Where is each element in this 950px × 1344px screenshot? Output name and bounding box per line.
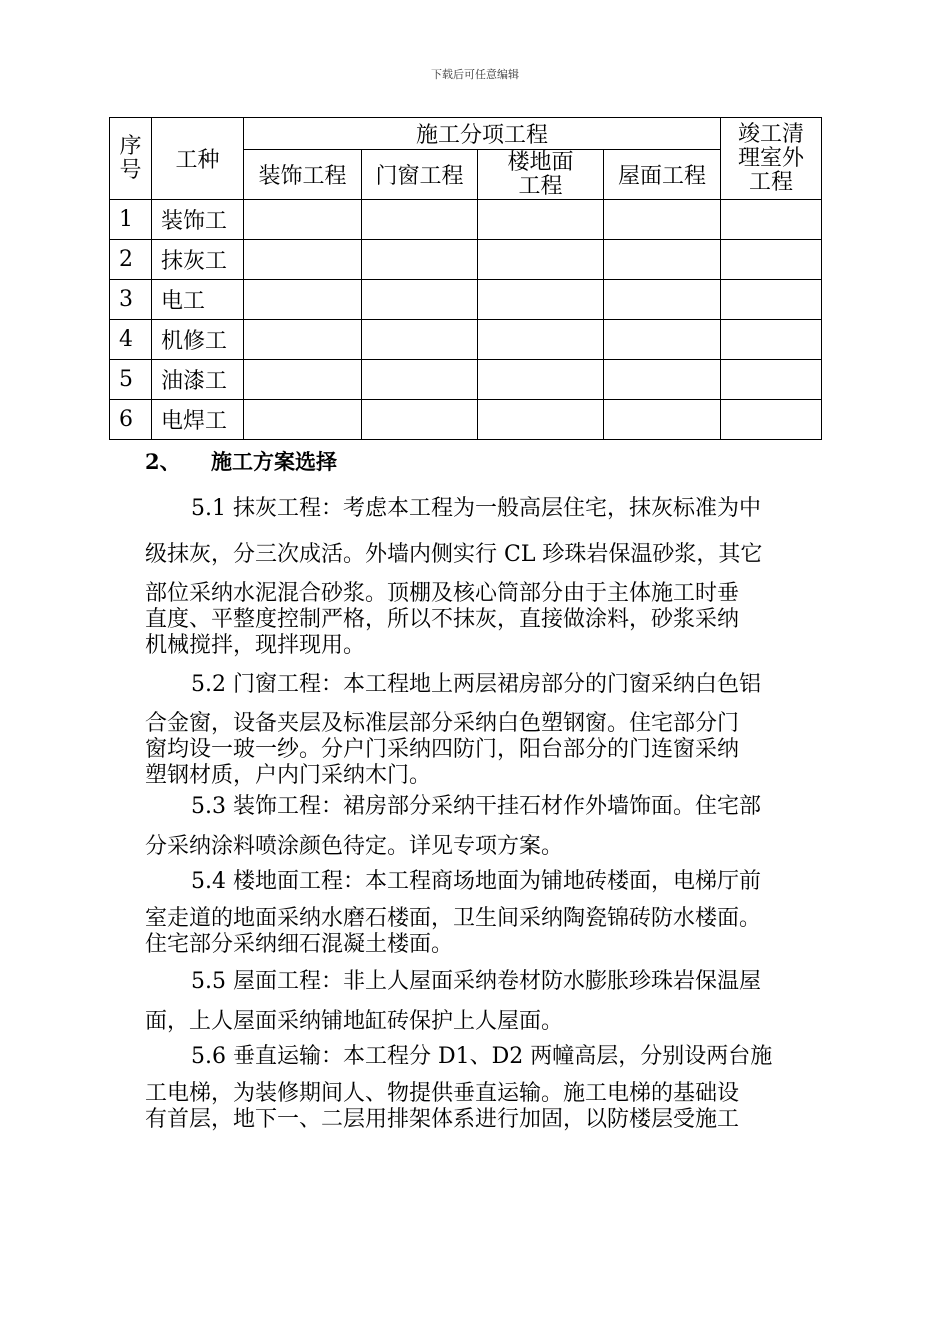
header-floor: 楼地面 工程 [478, 150, 604, 200]
header-doors-windows: 门窗工程 [362, 150, 478, 200]
paragraph-floor: 5.4 楼地面工程：本工程商场地面为铺地砖楼面，电梯厅前 室走道的地面采纳水磨石楼面，卫生间采纳陶瓷锦砖防水楼面。 住宅部分采纳细石混凝土楼面。 [145, 869, 762, 957]
section-title: 施工方案选择 [211, 449, 337, 474]
paragraph-roof: 5.5 屋面工程：非上人屋面采纳卷材防水膨胀珍珠岩保温屋 面，上人屋面采纳铺地缸砖保护上人屋面。 [145, 969, 761, 1034]
table-row: 3 电工 [110, 280, 822, 320]
paragraph-vertical-transport: 5.6 垂直运输：本工程分 D1、D2 两幢高层，分别设两台施 工电梯，为装修期间人、物提供垂直运输。施工电梯的基础设 有首层，地下一、二层用排架体系进行加固，以防楼层受施工 [145, 1044, 773, 1132]
table-row: 4 机修工 [110, 320, 822, 360]
header-completion-cleanup: 竣工清 理室外 工程 [721, 118, 822, 200]
table-row: 5 油漆工 [110, 360, 822, 400]
header-group-sub-works: 施工分项工程 [244, 118, 721, 150]
header-trade: 工种 [152, 118, 244, 200]
paragraph-plastering: 5.1 抹灰工程：考虑本工程为一般高层住宅，抹灰标准为中 级抹灰，分三次成活。外墙内侧实行 CL 珍珠岩保温砂浆，其它 部位采纳水泥混合砂浆。顶棚及核心筒部分由于主体施工时垂 直度、平整度控制严格，所以不抹灰，直接做涂料，砂浆采纳 机械搅拌，现拌现用。 [145, 496, 763, 658]
table-row: 6 电焊工 [110, 400, 822, 440]
header-roof: 屋面工程 [604, 150, 721, 200]
section-heading [145, 446, 337, 476]
paragraph-decoration: 5.3 装饰工程：裙房部分采纳干挂石材作外墙饰面。住宅部 分采纳涂料喷涂颜色待定。详见专项方案。 [145, 794, 761, 859]
header-decoration: 装饰工程 [244, 150, 362, 200]
paragraph-doors-windows: 5.2 门窗工程：本工程地上两层裙房部分的门窗采纳白色铝 合金窗，设备夹层及标准层部分采纳白色塑钢窗。住宅部分门 窗均设一玻一纱。分户门采纳四防门，阳台部分的门连窗采纳 塑钢材质，户内门采纳木门。 [145, 672, 761, 788]
trade-schedule-table [109, 117, 822, 440]
header-seq: 序 号 [110, 118, 152, 200]
table-row: 2 抹灰工 [110, 240, 822, 280]
section-number: 2、 [145, 449, 181, 474]
table-row: 1 装饰工 [110, 200, 822, 240]
page-header-note: 下载后可任意编辑 [431, 68, 519, 81]
